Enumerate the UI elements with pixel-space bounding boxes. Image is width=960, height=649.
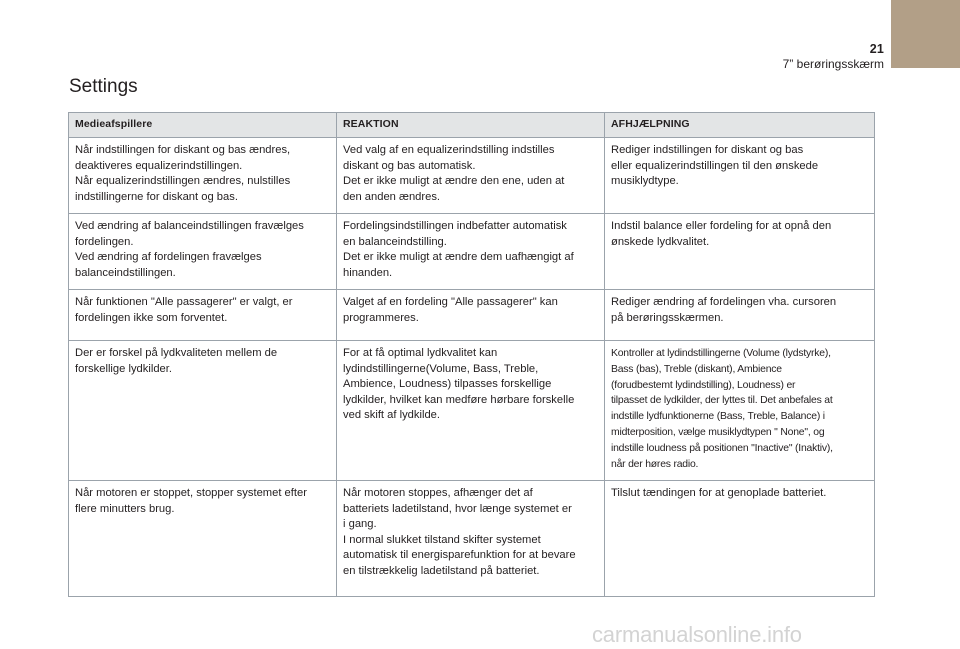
table-row bbox=[69, 138, 875, 214]
cell-reaction bbox=[337, 481, 605, 597]
cell-text-line: indstille lydfunktionerne (Bass, Treble, Balance) i bbox=[611, 411, 825, 423]
cell-text-line: Når funktionen "Alle passagerer" er valgt, er bbox=[75, 296, 293, 308]
cell-text-line: fordelingen. bbox=[75, 235, 134, 248]
cell-reaction bbox=[337, 214, 605, 290]
cell-reaction bbox=[337, 138, 605, 214]
chapter-corner-tab bbox=[891, 0, 960, 68]
cell-problem bbox=[69, 138, 337, 214]
column-header-remedy: AFHJÆLPNING bbox=[605, 113, 875, 138]
cell-text-line: den anden ændres. bbox=[343, 190, 441, 203]
cell-remedy bbox=[605, 481, 875, 597]
cell-problem bbox=[69, 481, 337, 597]
cell-text-line: Fordelingsindstillingen indbefatter automatisk bbox=[343, 220, 567, 232]
section-title: Settings bbox=[69, 76, 138, 97]
troubleshooting-table bbox=[68, 112, 875, 597]
cell-remedy bbox=[605, 214, 875, 290]
cell-text-line: tilpasset de lydkilder, der lyttes til. Det anbefales at bbox=[611, 395, 833, 407]
cell-text-line: Valget af en fordeling "Alle passagerer" kan bbox=[343, 296, 558, 308]
cell-text-line: Indstil balance eller fordeling for at opnå den bbox=[611, 220, 832, 232]
cell-text-line: midterposition, vælge musiklydtypen " None", og bbox=[611, 426, 825, 438]
cell-text-line: Når equalizerindstillingen ændres, nulstilles bbox=[75, 175, 291, 187]
cell-text-line: lydkilder, hvilket kan medføre hørbare forskelle bbox=[343, 393, 575, 406]
cell-text-line: balanceindstillingen. bbox=[75, 266, 176, 279]
cell-reaction bbox=[337, 341, 605, 481]
column-header-media-players: Medieafspillere bbox=[69, 113, 337, 138]
cell-text-line: på berøringsskærmen. bbox=[611, 311, 724, 324]
cell-text-line: i gang. bbox=[343, 518, 377, 531]
cell-remedy bbox=[605, 290, 875, 341]
cell-text-line: Når indstillingen for diskant og bas ændres, bbox=[75, 144, 291, 156]
cell-remedy bbox=[605, 138, 875, 214]
cell-problem bbox=[69, 214, 337, 290]
cell-text-line: I normal slukket tilstand skifter systemet bbox=[343, 533, 541, 546]
cell-text-line: For at få optimal lydkvalitet kan bbox=[343, 347, 498, 359]
table-row bbox=[69, 481, 875, 597]
cell-text-line: Ved ændring af balanceindstillingen fravælges bbox=[75, 220, 304, 232]
cell-remedy bbox=[605, 341, 875, 481]
cell-text-line: deaktiveres equalizerindstillingen. bbox=[75, 159, 243, 172]
page-number: 21 bbox=[869, 42, 884, 56]
cell-text-line: (forudbestemt lydindstilling), Loudness) er bbox=[611, 379, 796, 391]
cell-text-line: programmeres. bbox=[343, 311, 419, 324]
cell-reaction bbox=[337, 290, 605, 341]
cell-text-line: Kontroller at lydindstillingerne (Volume (lydstyrke), bbox=[611, 348, 831, 359]
cell-text-line: hinanden. bbox=[343, 266, 393, 279]
cell-text-line: indstillingerne for diskant og bas. bbox=[75, 190, 238, 203]
chapter-title: 7” berøringsskærm bbox=[782, 57, 884, 71]
cell-text-line: forskellige lydkilder. bbox=[75, 362, 172, 375]
cell-problem bbox=[69, 290, 337, 341]
cell-text-line: Ved ændring af fordelingen fravælges bbox=[75, 251, 262, 263]
cell-text-line: en tilstrækkelig ladetilstand på batteriet. bbox=[343, 564, 540, 577]
cell-text-line: automatisk til energisparefunktion for at bevare bbox=[343, 549, 576, 562]
table-row bbox=[69, 341, 875, 481]
watermark-text: carmanualsonline.info bbox=[592, 622, 802, 647]
cell-text-line: Rediger indstillingen for diskant og bas bbox=[611, 144, 804, 156]
cell-text-line: Rediger ændring af fordelingen vha. cursoren bbox=[611, 296, 837, 308]
cell-text-line: når der høres radio. bbox=[611, 458, 699, 470]
cell-text-line: en balanceindstilling. bbox=[343, 235, 447, 248]
cell-text-line: eller equalizerindstillingen til den ønskede bbox=[611, 159, 819, 172]
cell-problem bbox=[69, 341, 337, 481]
cell-text-line: ønskede lydkvalitet. bbox=[611, 235, 710, 248]
cell-text-line: Det er ikke muligt at ændre dem uafhængigt af bbox=[343, 251, 574, 263]
table-row bbox=[69, 214, 875, 290]
cell-text-line: ved skift af lydkilde. bbox=[343, 409, 441, 421]
table-row bbox=[69, 290, 875, 341]
cell-text-line: diskant og bas automatisk. bbox=[343, 159, 476, 172]
cell-text-line: Der er forskel på lydkvaliteten mellem de bbox=[75, 347, 278, 359]
cell-text-line: Bass (bas), Treble (diskant), Ambience bbox=[611, 363, 782, 375]
cell-text-line: Når motoren er stoppet, stopper systemet efter bbox=[75, 487, 307, 500]
cell-text-line: Det er ikke muligt at ændre den ene, uden at bbox=[343, 175, 565, 187]
cell-text-line: Tilslut tændingen for at genoplade batteriet. bbox=[611, 487, 827, 500]
cell-text-line: flere minutters brug. bbox=[75, 502, 175, 515]
cell-text-line: batteriets ladetilstand, hvor længe systemet er bbox=[343, 502, 572, 515]
cell-text-line: Ved valg af en equalizerindstilling indstilles bbox=[343, 144, 555, 156]
cell-text-line: Når motoren stoppes, afhænger det af bbox=[343, 487, 533, 500]
column-header-reaction: REAKTION bbox=[337, 113, 605, 138]
cell-text-line: indstille loudness på positionen "Inactive" (Inaktiv), bbox=[611, 442, 833, 454]
cell-text-line: fordelingen ikke som forventet. bbox=[75, 311, 228, 324]
cell-text-line: lydindstillingerne(Volume, Bass, Treble, bbox=[343, 362, 539, 375]
cell-text-line: Ambience, Loudness) tilpasses forskellige bbox=[343, 378, 552, 390]
table-header-row bbox=[69, 113, 875, 138]
cell-text-line: musiklydtype. bbox=[611, 175, 679, 187]
